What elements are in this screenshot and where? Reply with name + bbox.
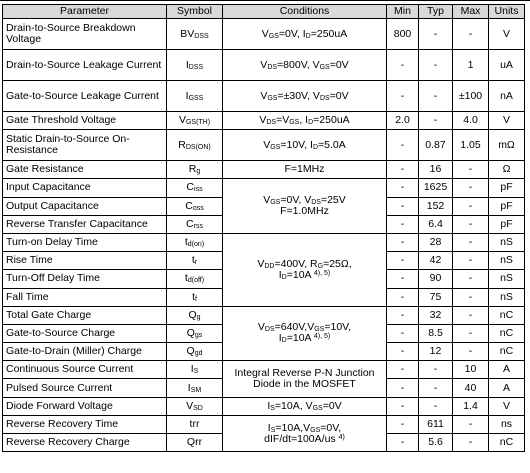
table-row [3,81,525,112]
max-cell: - [453,233,489,251]
table-row [3,50,525,81]
min-cell: - [387,81,419,112]
typ-cell: - [419,50,453,81]
table-row [3,130,525,161]
max-cell: - [453,434,489,452]
header-symbol: Symbol [167,5,223,19]
max-cell: - [453,270,489,288]
typ-cell: - [419,361,453,379]
parameter-cell: Gate-to-Source Charge [3,324,167,342]
typ-cell: 16 [419,161,453,179]
max-cell: - [453,161,489,179]
conditions-cell: $V_{DS}=800V$, $V_{GS}=0V$ [223,50,387,81]
conditions-cell: $I_S=10A,V_{GS}=0V$, dIF/dt=100A/us $^{4)}$ [223,415,387,451]
typ-cell: 152 [419,197,453,215]
min-cell: - [387,161,419,179]
typ-cell: 611 [419,415,453,433]
typ-cell: 5.6 [419,434,453,452]
typ-cell: 32 [419,306,453,324]
units-cell: nC [489,434,525,452]
max-cell: ±100 [453,81,489,112]
min-cell: - [387,130,419,161]
typ-cell: 75 [419,288,453,306]
parameter-cell: Reverse Transfer Capacitance [3,215,167,233]
min-cell: - [387,415,419,433]
table-row [3,306,525,324]
max-cell: 10 [453,361,489,379]
min-cell: 800 [387,19,419,50]
max-cell: - [453,306,489,324]
table-row [3,19,525,50]
typ-cell: - [419,19,453,50]
max-cell: 40 [453,379,489,397]
max-cell: - [453,288,489,306]
parameter-cell: Drain-to-Source Leakage Current [3,50,167,81]
typ-cell: 1625 [419,179,453,197]
max-cell: - [453,215,489,233]
typ-cell: 8.5 [419,324,453,342]
max-cell: - [453,197,489,215]
units-cell: Ω [489,161,525,179]
units-cell: ns [489,415,525,433]
min-cell: - [387,233,419,251]
symbol-cell: $V_{GS(TH)}$ [167,112,223,130]
typ-cell: - [419,112,453,130]
symbol-cell: $t_f$ [167,288,223,306]
symbol-cell: $Q_{gd}$ [167,343,223,361]
parameter-cell: Drain-to-Source Breakdown Voltage [3,19,167,50]
units-cell: uA [489,50,525,81]
units-cell: V [489,19,525,50]
symbol-cell: $BV_{DSS}$ [167,19,223,50]
table-row [3,397,525,415]
header-row [3,5,525,19]
units-cell: A [489,361,525,379]
max-cell: - [453,415,489,433]
min-cell: - [387,379,419,397]
min-cell: - [387,50,419,81]
symbol-cell: $I_{GSS}$ [167,81,223,112]
min-cell: - [387,215,419,233]
max-cell: 4.0 [453,112,489,130]
parameter-cell: Reverse Recovery Time [3,415,167,433]
max-cell: - [453,343,489,361]
symbol-cell: $Q_{gs}$ [167,324,223,342]
max-cell: - [453,252,489,270]
min-cell: - [387,324,419,342]
parameter-cell: Gate-to-Source Leakage Current [3,81,167,112]
conditions-cell: $V_{GS}=\pm 30V$, $V_{DS}=0V$ [223,81,387,112]
conditions-cell: F=1MHz [223,161,387,179]
min-cell: 2.0 [387,112,419,130]
max-cell: 1.4 [453,397,489,415]
parameter-cell: Input Capacitance [3,179,167,197]
header-parameter: Parameter [3,5,167,19]
parameter-cell: Fall Time [3,288,167,306]
conditions-cell: $V_{GS}=0V$, $V_{DS}=25V$ F=1.0MHz [223,179,387,234]
units-cell: nC [489,324,525,342]
min-cell: - [387,197,419,215]
min-cell: - [387,270,419,288]
units-cell: nA [489,81,525,112]
units-cell: V [489,397,525,415]
symbol-cell: $R_{DS(ON)}$ [167,130,223,161]
header-min: Min [387,5,419,19]
parameter-cell: Static Drain-to-Source On-Resistance [3,130,167,161]
header-conditions: Conditions [223,5,387,19]
max-cell: 1 [453,50,489,81]
conditions-cell: $V_{DS}=640V,V_{GS}=10V$, $I_D=10A$ $^{4), 5)}$ [223,306,387,361]
typ-cell: 12 [419,343,453,361]
conditions-cell: $V_{DD}=400V$, $R_G=25\Omega$, $I_D=10A$ $^{4), 5)}$ [223,233,387,306]
symbol-cell: $C_{rss}$ [167,215,223,233]
symbol-cell: $C_{oss}$ [167,197,223,215]
units-cell: pF [489,179,525,197]
min-cell: - [387,179,419,197]
typ-cell: 42 [419,252,453,270]
table-row [3,161,525,179]
symbol-cell: $I_S$ [167,361,223,379]
typ-cell: - [419,379,453,397]
parameter-cell: Gate Threshold Voltage [3,112,167,130]
max-cell: 1.05 [453,130,489,161]
typ-cell: 0.87 [419,130,453,161]
parameter-cell: Diode Forward Voltage [3,397,167,415]
units-cell: nS [489,233,525,251]
symbol-cell: $I_{SM}$ [167,379,223,397]
typ-cell: 6.4 [419,215,453,233]
header-units: Units [489,5,525,19]
units-cell: pF [489,197,525,215]
units-cell: nS [489,270,525,288]
electrical-characteristics-table [2,4,525,452]
units-cell: V [489,112,525,130]
parameter-cell: Output Capacitance [3,197,167,215]
table-body [3,19,525,452]
symbol-cell: $Q_g$ [167,306,223,324]
typ-cell: 90 [419,270,453,288]
symbol-cell: trr [167,415,223,433]
parameter-cell: Gate Resistance [3,161,167,179]
conditions-cell: Integral Reverse P-N Junction Diode in the MOSFET [223,361,387,397]
header-typ: Typ [419,5,453,19]
parameter-cell: Turn-on Delay Time [3,233,167,251]
table-row [3,361,525,379]
symbol-cell: $I_{DSS}$ [167,50,223,81]
conditions-cell: $V_{DS}=V_{GS}$, $I_D=250uA$ [223,112,387,130]
min-cell: - [387,361,419,379]
symbol-cell: $C_{iss}$ [167,179,223,197]
units-cell: pF [489,215,525,233]
typ-cell: - [419,81,453,112]
min-cell: - [387,434,419,452]
conditions-cell: $V_{GS}=0V$, $I_D=250uA$ [223,19,387,50]
parameter-cell: Continuous Source Current [3,361,167,379]
conditions-cell: $V_{GS}=10V$, $I_D=5.0A$ [223,130,387,161]
units-cell: nC [489,306,525,324]
max-cell: - [453,324,489,342]
units-cell: A [489,379,525,397]
min-cell: - [387,288,419,306]
min-cell: - [387,343,419,361]
max-cell: - [453,179,489,197]
typ-cell: - [419,397,453,415]
min-cell: - [387,306,419,324]
typ-cell: 28 [419,233,453,251]
parameter-cell: Pulsed Source Current [3,379,167,397]
table-row [3,233,525,251]
symbol-cell: $V_{SD}$ [167,397,223,415]
parameter-cell: Reverse Recovery Charge [3,434,167,452]
symbol-cell: $t_{d(on)}$ [167,233,223,251]
min-cell: - [387,397,419,415]
units-cell: nS [489,252,525,270]
max-cell: - [453,19,489,50]
parameter-cell: Gate-to-Drain (Miller) Charge [3,343,167,361]
symbol-cell: $t_r$ [167,252,223,270]
symbol-cell: $R_g$ [167,161,223,179]
table-row [3,112,525,130]
symbol-cell: $t_{d(off)}$ [167,270,223,288]
parameter-cell: Rise Time [3,252,167,270]
units-cell: nC [489,343,525,361]
units-cell: mΩ [489,130,525,161]
header-max: Max [453,5,489,19]
symbol-cell: Qrr [167,434,223,452]
conditions-cell: $I_S=10A$, $V_{GS}=0V$ [223,397,387,415]
table-row [3,415,525,433]
min-cell: - [387,252,419,270]
parameter-cell: Turn-Off Delay Time [3,270,167,288]
parameter-cell: Total Gate Charge [3,306,167,324]
table-row [3,179,525,197]
units-cell: nS [489,288,525,306]
